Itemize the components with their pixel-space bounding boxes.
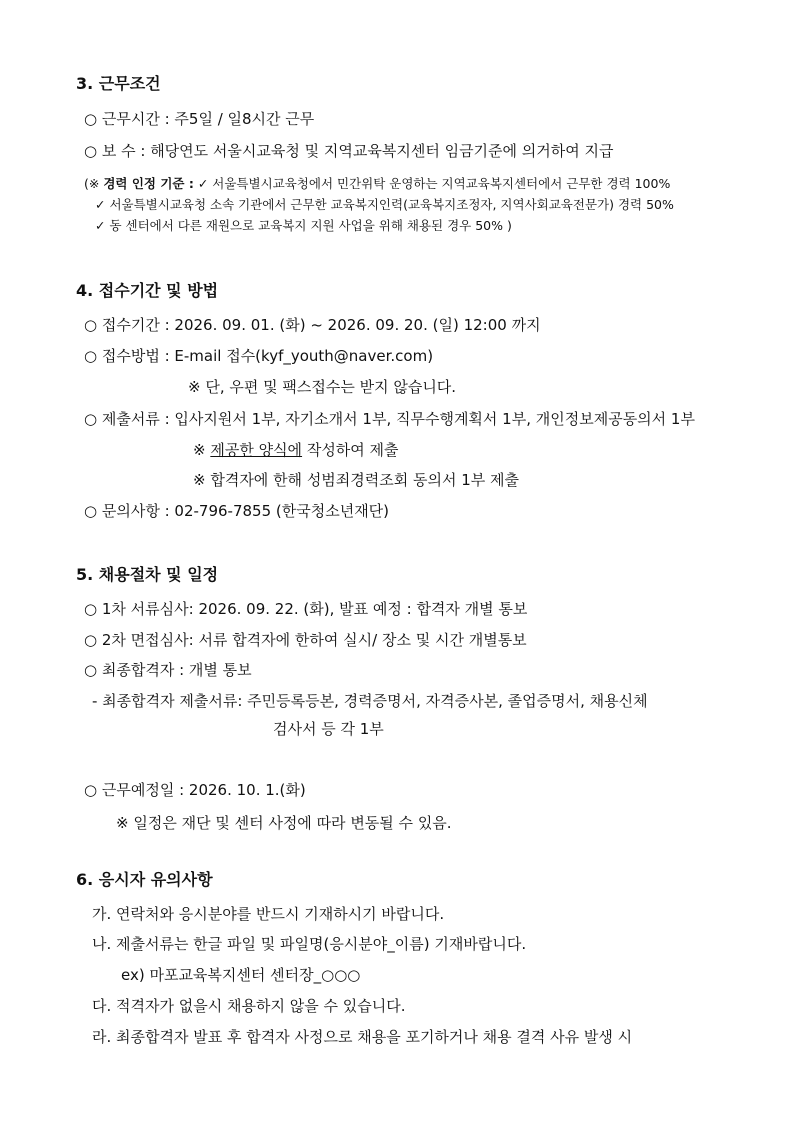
final-documents: - 최종합격자 제출서류: 주민등록등본, 경력증명서, 자격증사본, 졸업증명서, 채용신체 bbox=[92, 692, 648, 710]
submission-note-form bbox=[193, 440, 399, 460]
career-note-text: ✓ 서울특별시교육청에서 민간위탁 운영하는 지역교육복지센터에서 근무한 경력 100% bbox=[193, 176, 671, 191]
submission-note-consent: ※ 합격자에 한해 성범죄경력조회 동의서 1부 제출 bbox=[193, 471, 520, 489]
career-note-line3: ✓ 동 센터에서 다른 재원으로 교육복지 지원 사업을 위해 채용된 경우 50% ) bbox=[95, 218, 512, 233]
submission-note-mark: ※ bbox=[193, 441, 211, 459]
career-note-line2: ✓ 서울특별시교육청 소속 기관에서 근무한 교육복지인력(교육복지조정자, 지역사회교육전문가) 경력 50% bbox=[95, 197, 674, 212]
section-5-heading: 5. 채용절차 및 일정 bbox=[76, 565, 219, 584]
caution-d: 라. 최종합격자 발표 후 합격자 사정으로 채용을 포기하거나 채용 결격 사유 발생 시 bbox=[92, 1028, 633, 1046]
career-note-open: (※ bbox=[84, 176, 104, 191]
section-6-heading: 6. 응시자 유의사항 bbox=[76, 870, 213, 889]
receipt-note: ※ 단, 우편 및 팩스접수는 받지 않습니다. bbox=[188, 378, 457, 396]
section-4-heading: 4. 접수기간 및 방법 bbox=[76, 281, 219, 300]
submission-documents: ○ 제출서류 : 입사지원서 1부, 자기소개서 1부, 직무수행계획서 1부, 개인정보제공동의서 1부 bbox=[84, 410, 695, 428]
receipt-method: ○ 접수방법 : E-mail 접수(kyf_youth@naver.com) bbox=[84, 347, 434, 365]
career-note-line1 bbox=[84, 174, 670, 194]
submission-note-rest: 작성하여 제출 bbox=[302, 441, 399, 459]
work-hours: ○ 근무시간 : 주5일 / 일8시간 근무 bbox=[84, 110, 315, 128]
start-date: ○ 근무예정일 : 2026. 10. 1.(화) bbox=[84, 781, 306, 799]
caution-b: 나. 제출서류는 한글 파일 및 파일명(응시분야_이름) 기재바랍니다. bbox=[92, 935, 527, 953]
submission-note-underlined: 제공한 양식에 bbox=[210, 441, 303, 459]
first-screening: ○ 1차 서류심사: 2026. 09. 22. (화), 발표 예정 : 합격자 개별 통보 bbox=[84, 600, 528, 618]
caution-c: 다. 적격자가 없을시 채용하지 않을 수 있습니다. bbox=[92, 997, 406, 1015]
final-documents-cont: 검사서 등 각 1부 bbox=[273, 720, 384, 738]
schedule-note: ※ 일정은 재단 및 센터 사정에 따라 변동될 수 있음. bbox=[116, 814, 452, 832]
career-note-label: 경력 인정 기준 : bbox=[103, 176, 194, 191]
section-3-heading: 3. 근무조건 bbox=[76, 74, 161, 93]
inquiry-contact: ○ 문의사항 : 02-796-7855 (한국청소년재단) bbox=[84, 502, 390, 520]
second-interview: ○ 2차 면접심사: 서류 합격자에 한하여 실시/ 장소 및 시간 개별통보 bbox=[84, 631, 527, 649]
caution-a: 가. 연락처와 응시분야를 반드시 기재하시기 바랍니다. bbox=[92, 905, 445, 923]
receipt-period: ○ 접수기간 : 2026. 09. 01. (화) ~ 2026. 09. 20. (일) 12:00 까지 bbox=[84, 316, 541, 334]
caution-b-example: ex) 마포교육복지센터 센터장_○○○ bbox=[121, 966, 361, 984]
salary: ○ 보 수 : 해당연도 서울시교육청 및 지역교육복지센터 임금기준에 의거하여 지급 bbox=[84, 142, 614, 160]
final-candidate: ○ 최종합격자 : 개별 통보 bbox=[84, 661, 252, 679]
